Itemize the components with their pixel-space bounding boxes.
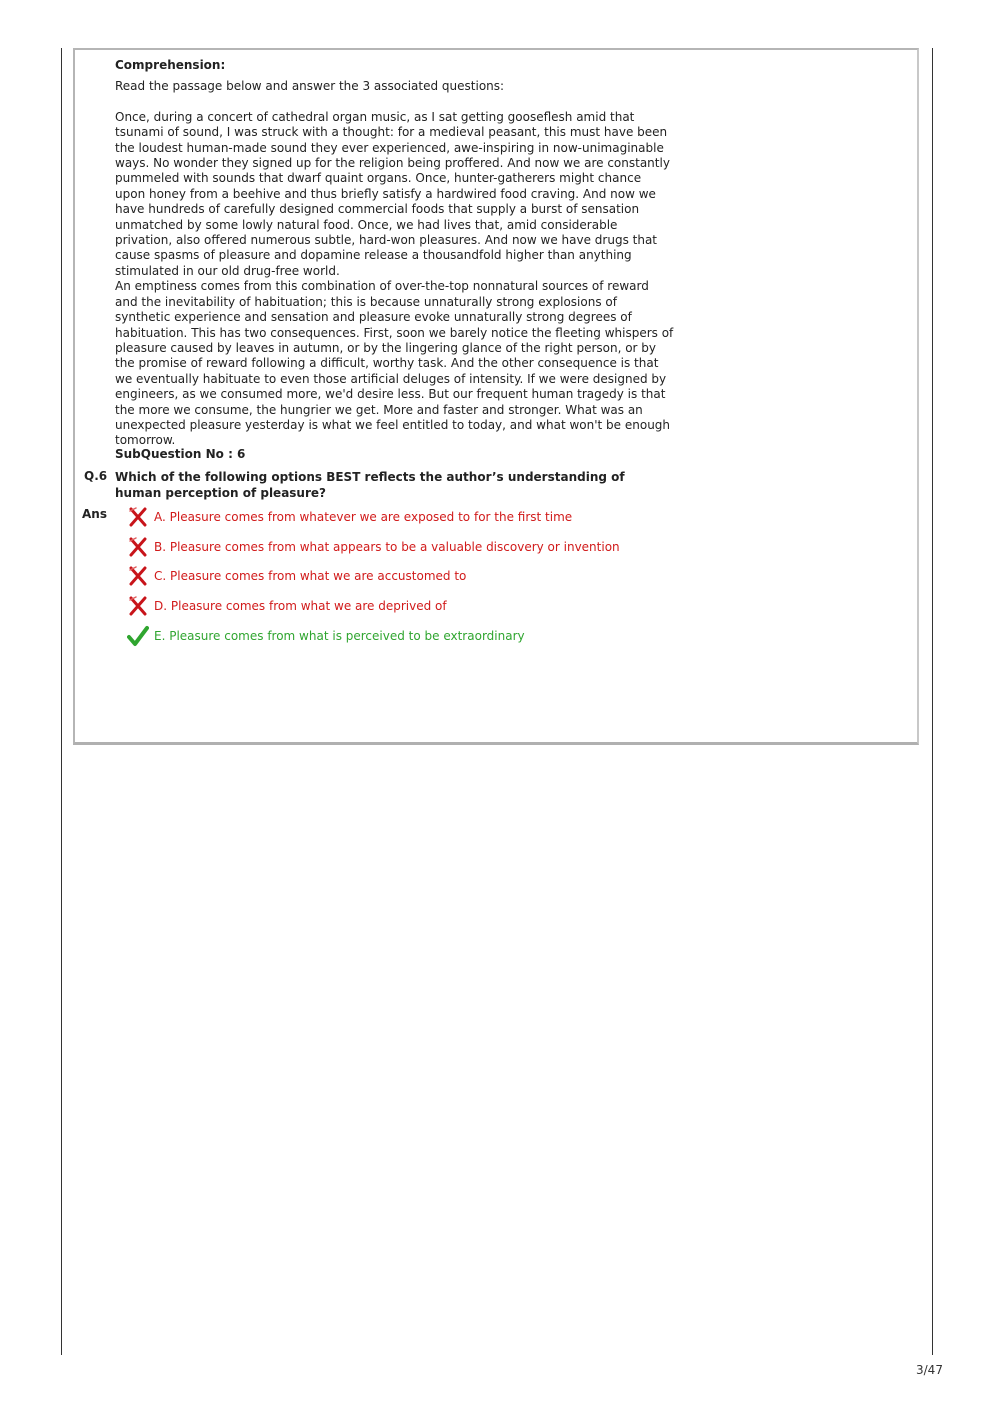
page-number: 3/47 (916, 1363, 943, 1377)
question-number: Q.6 (84, 469, 108, 483)
comprehension-section (115, 58, 675, 449)
page-left-border (61, 48, 62, 1355)
cross-icon (127, 536, 149, 558)
option-b[interactable] (127, 536, 620, 558)
passage-paragraph-2: An emptiness comes from this combination of over-the-top nonnatural sources of reward and the inevitability of habituation; this is because unnaturally strong explosions of synthetic experience and sensation and pleasure evoke unnaturally strong degrees of habituation. This has two consequences. First, soon we barely notice the fleeting whispers of pleasure caused by leaves in autumn, or by the lingering glance of the right person, or by the promise of reward following a difficult, worthy task. And the other consequence is that we eventually habituate to even those artificial deluges of intensity. If we were designed by engineers, as we consumed more, we'd desire less. But our frequent human tragedy is that the more we consume, the hungrier we get. More and faster and stronger. What was an unexpected pleasure yesterday is what we feel entitled to today, and what won't be enough tomorrow. (115, 279, 674, 448)
option-a-text: A. Pleasure comes from whatever we are exposed to for the first time (154, 510, 573, 524)
comprehension-intro: Read the passage below and answer the 3 associated questions: (115, 79, 505, 94)
passage-paragraph-1: Once, during a concert of cathedral organ music, as I sat getting gooseflesh amid that tsunami of sound, I was struck with a thought: for a medieval peasant, this must have been the loudest human-made sound they ever experienced, awe-inspiring in now-unimaginable ways. No wonder they signed up for the religion being proffered. And now we are constantly pummeled with sounds that dwarf quaint organs. Once, hunter-gatherers might chance upon honey from a beehive and thus briefly satisfy a hardwired food craving. And now we have hundreds of carefully designed commercial foods that supply a burst of sensation unmatched by some lowly natural food. Once, we had lives that, amid considerable privation, also offered numerous subtle, hard-won pleasures. And now we have drugs that cause spasms of pleasure and dopamine release a thousandfold higher than anything stimulated in our old drug-free world. (115, 109, 670, 278)
page-right-border (932, 48, 933, 1355)
subquestion-label: SubQuestion No : 6 (115, 447, 246, 461)
option-c[interactable] (127, 565, 466, 587)
option-e[interactable] (127, 625, 525, 647)
option-c-text: C. Pleasure comes from what we are accustomed to (154, 569, 467, 583)
checkmark-icon (127, 625, 149, 647)
option-d[interactable] (127, 595, 447, 617)
option-a[interactable] (127, 506, 572, 528)
answer-label: Ans (82, 507, 107, 521)
cross-icon (127, 506, 149, 528)
cross-icon (127, 595, 149, 617)
option-b-text: B. Pleasure comes from what appears to be a valuable discovery or invention (154, 540, 620, 554)
option-e-text: E. Pleasure comes from what is perceived to be extraordinary (154, 629, 525, 643)
comprehension-heading: Comprehension: (115, 58, 226, 72)
cross-icon (127, 565, 149, 587)
option-d-text: D. Pleasure comes from what we are deprived of (154, 599, 447, 613)
question-text: Which of the following options BEST reflects the author’s understanding of human perception of pleasure? (115, 470, 625, 500)
